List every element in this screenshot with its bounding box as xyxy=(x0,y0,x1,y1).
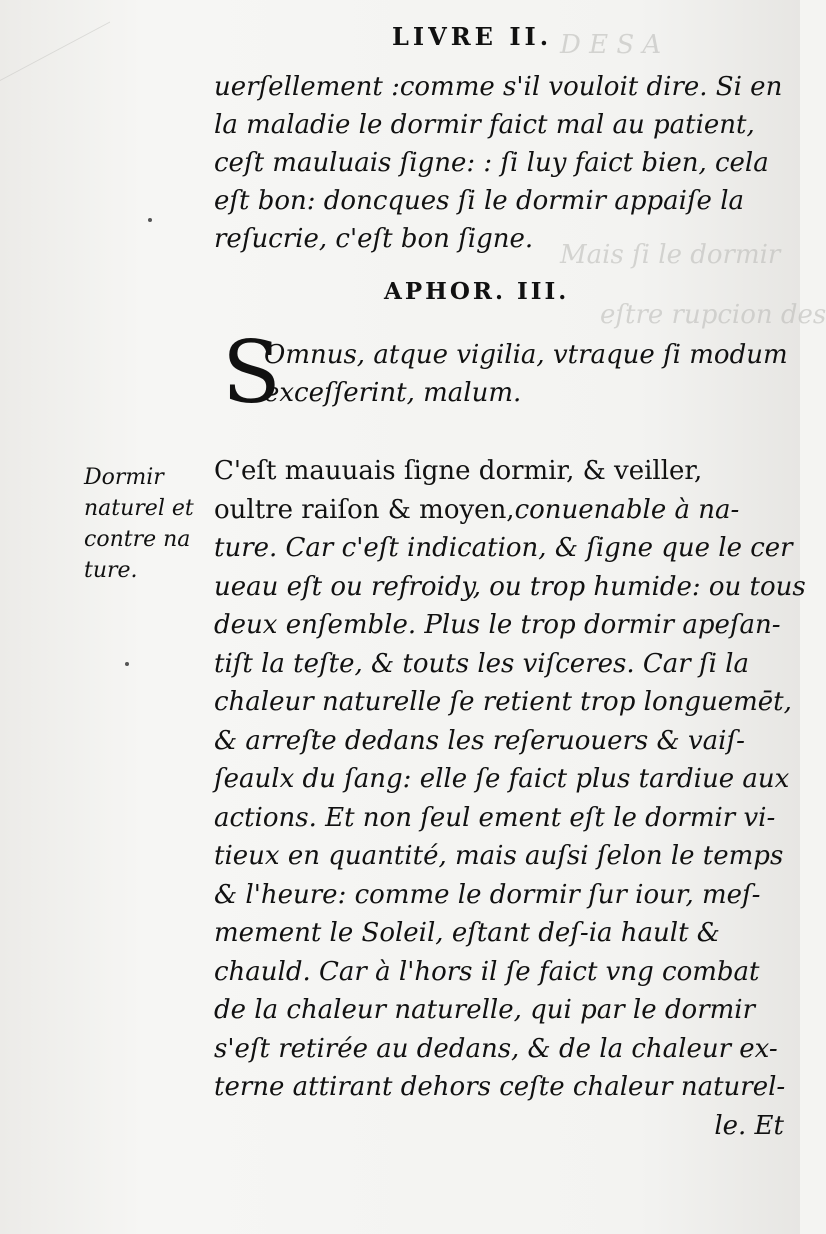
commentary-italic-run: le. Et xyxy=(714,1110,784,1141)
commentary-roman-run: C'eſt mauuais ſigne dormir, & veiller, xyxy=(214,456,703,486)
commentary-italic-run: actions. Et non ſeul ement eſt le dormir vi- xyxy=(214,802,776,833)
commentary-line xyxy=(214,953,784,992)
commentary-italic-run: terne attirant dehors ceſte chaleur naturel- xyxy=(214,1072,786,1102)
commentary-line xyxy=(214,799,784,838)
commentary-italic-run: tieux en quantité, mais auſsi ſelon le temps xyxy=(214,841,784,871)
aphorism-line: Omnus, atque vigilia, vtraque ſi modum xyxy=(264,340,788,370)
text-line: uerſellement :comme s'il vouloit dire. Si en xyxy=(214,72,783,102)
margin-dot xyxy=(148,218,152,222)
margin-note xyxy=(84,462,194,586)
margin-note-line: ture. xyxy=(84,558,138,583)
commentary-italic-run: & l'heure: comme le dormir ſur iour, meſ- xyxy=(214,879,761,910)
commentary-line xyxy=(214,837,784,876)
text-line: la maladie le dormir faict mal au patient, xyxy=(214,110,755,140)
margin-note-line: naturel et xyxy=(84,496,194,521)
text-line: eſt bon: doncques ſi le dormir appaiſe la xyxy=(214,186,745,216)
commentary-line xyxy=(214,1107,784,1146)
commentary-line xyxy=(214,991,784,1030)
commentary-italic-run: ſeaulx du ſang: elle ſe faict plus tardiue aux xyxy=(214,764,790,794)
commentary-italic-run: s'eſt retirée au dedans, & de la chaleur ex- xyxy=(214,1033,778,1064)
commentary-line xyxy=(214,914,784,953)
commentary-line xyxy=(214,452,784,491)
commentary-line xyxy=(214,606,784,645)
commentary-line xyxy=(214,568,806,607)
commentary-line xyxy=(214,491,784,530)
text-line: ceſt mauluais ſigne: : ſi luy faict bien, cela xyxy=(214,148,769,178)
commentary-italic-run: ueau eſt ou refroidy, ou trop humide: ou tous xyxy=(214,571,806,602)
commentary-line xyxy=(214,529,793,568)
running-head: LIVRE II. xyxy=(392,22,553,51)
margin-note-line: Dormir xyxy=(84,465,164,490)
commentary-italic-run: & arreſte dedans les reſeruouers & vaiſ- xyxy=(214,725,745,756)
top-paragraph xyxy=(214,68,783,258)
commentary-line xyxy=(214,1030,784,1069)
commentary-italic-run: de la chaleur naturelle, qui par le dormir xyxy=(214,995,756,1025)
section-title: APHOR. III. xyxy=(384,278,570,305)
page-corner-fold xyxy=(0,0,110,81)
text-line: reſucrie, c'eſt bon ſigne. xyxy=(214,224,534,254)
commentary-roman-run: oultre raiſon & moyen, xyxy=(214,494,515,525)
commentary-line xyxy=(214,645,784,684)
margin-dot xyxy=(125,662,129,666)
commentary-line xyxy=(214,876,784,915)
commentary-italic-run: chauld. Car à l'hors il ſe faict vng combat xyxy=(214,956,760,987)
commentary-line xyxy=(214,722,784,761)
commentary-italic-run: chaleur naturelle ſe retient trop longuemēt, xyxy=(214,687,792,717)
commentary-italic-run: mement le Soleil, eſtant deſ-ia hault & xyxy=(214,918,720,948)
commentary-paragraph xyxy=(214,452,806,1145)
commentary-italic-run: deux enſemble. Plus le trop dormir apeſan- xyxy=(214,610,781,640)
commentary-line xyxy=(214,683,792,722)
commentary-italic-run: ture. Car c'eſt indication, & ſigne que le cer xyxy=(214,533,793,563)
margin-note-line: contre na xyxy=(84,527,191,552)
aphorism-text xyxy=(264,336,788,412)
commentary-line xyxy=(214,1068,784,1107)
bleed-through-ghost-text: eſtre rupcion des xyxy=(600,300,826,330)
bleed-through-ghost-text: Mais ſi le dormir xyxy=(560,240,781,270)
bleed-through-ghost-text: D E S A xyxy=(560,30,662,60)
drop-cap: S xyxy=(222,323,281,423)
commentary-line xyxy=(214,760,790,799)
commentary-italic-run: conuenable à na- xyxy=(514,494,740,525)
commentary-italic-run: tiſt la teſte, & touts les viſceres. Car ſi la xyxy=(214,648,749,679)
aphorism-line: exceſſerint, malum. xyxy=(264,378,522,408)
